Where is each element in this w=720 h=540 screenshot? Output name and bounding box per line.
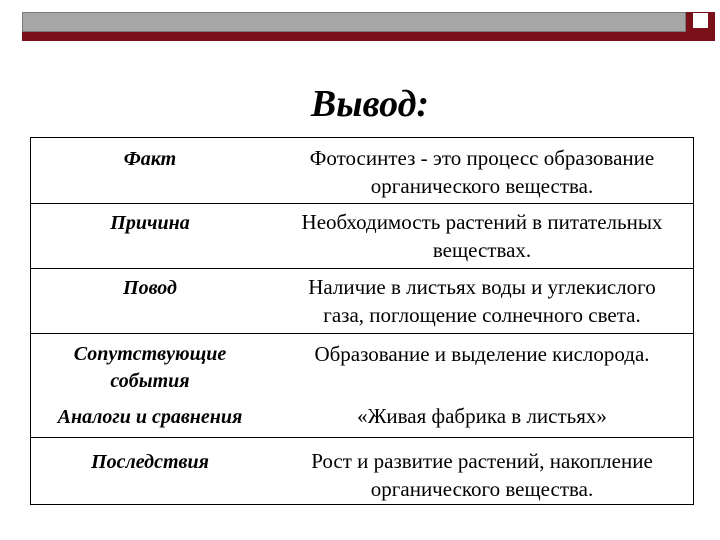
row-value-line: Наличие в листьях воды и углекислого (308, 275, 656, 299)
row-value-consequences (273, 447, 691, 503)
row-divider (31, 268, 693, 269)
corner-square-inner-decoration (692, 12, 709, 29)
row-value-line: Рост и развитие растений, накопление (311, 449, 653, 473)
slide-title: Вывод: (310, 83, 430, 125)
row-value-line: газа, поглощение солнечного света. (323, 303, 641, 327)
conclusion-table (30, 137, 694, 505)
row-value-line: органического вещества. (370, 174, 594, 198)
header-bar (22, 12, 686, 32)
row-value-line: «Живая фабрика в листьях» (357, 404, 607, 428)
row-value-cause (273, 208, 691, 264)
row-value-line: Фотосинтез - это процесс образование (309, 146, 655, 170)
row-divider (31, 203, 693, 204)
row-value-occasion (273, 273, 691, 329)
row-label-cause: Причина (110, 212, 190, 234)
row-label-occasion: Повод (123, 277, 177, 299)
row-label-line: Сопутствующие (73, 343, 227, 365)
row-divider (31, 437, 693, 438)
row-label-analogies: Аналоги и сравнения (57, 406, 243, 428)
row-value-line: органического вещества. (370, 477, 594, 501)
header-accent-bar (22, 32, 715, 41)
row-label-consequences: Последствия (91, 451, 209, 473)
row-value-line: Необходимость растений в питательных (301, 210, 663, 234)
row-label-line: события (110, 370, 190, 392)
row-divider (31, 333, 693, 334)
row-value-line: веществах. (432, 238, 532, 262)
row-value-line: Образование и выделение кислорода. (314, 342, 650, 366)
row-label-fact: Факт (123, 148, 177, 170)
row-value-analogies (273, 402, 691, 430)
row-label-accompanying-events (31, 341, 269, 395)
row-value-accompanying-events (273, 340, 691, 368)
row-value-fact (273, 144, 691, 200)
